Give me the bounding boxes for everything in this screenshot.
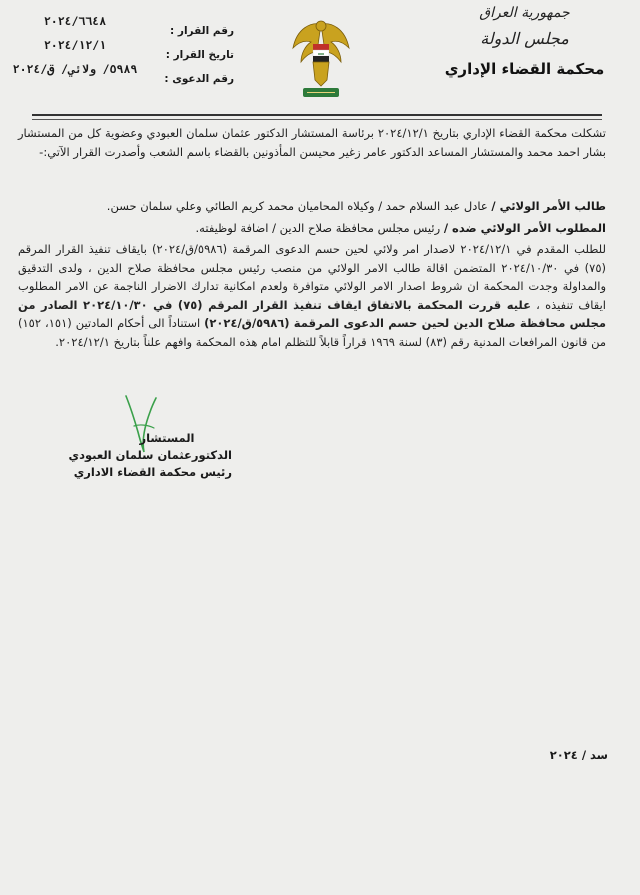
court-formation-paragraph: تشكلت محكمة القضاء الإداري بتاريخ ٢٠٢٤/١٢/١ برئاسة المستشار الدكتور عثمان سلمان العبودي وعضوية كل من المستشار بشار احمد محمد والمستشار المساعد الدكتور عامر زغير محيسن المأذونين بالقضاء باسم الشعب وأصدرت القرار الآتي:- [18,126,606,159]
reference-labels [148,24,234,96]
decision-paragraph [18,240,606,351]
council-name: مجلس الدولة [480,29,569,48]
reference-values [10,14,140,86]
respondent-name: رئيس مجلس محافظة صلاح الدين / اضافة لوظيفته. [195,221,441,235]
petitioner-name: عادل عبد السلام حمد / وكيلاه المحاميان محمد كريم الطائي وعلي سلمان حسن. [106,199,488,213]
decision-number: ٢٠٢٤/٦٦٤٨ [43,14,107,28]
footer-date: سد / ٢٠٢٤ [549,748,608,762]
case-number: ٥٩٨٩/ ولائي/ ق/٢٠٢٤ [12,62,138,76]
decision-text: عليه قررت المحكمة بالاتفاق ايقاف تنفيذ القرار المرقم (٧٥) في ٢٠٢٤/١٠/٣٠ الصادر من مجلس محافظة صلاح الدين لحين حسم الدعوى المرقمة (٥٩٨٦/ق/٢٠٢٤) [18,297,606,330]
signer-position: رئيس محكمة القضاء الاداري [73,465,232,479]
signature-block [62,430,232,481]
petitioner-line [18,196,606,216]
iraq-eagle-emblem-icon [289,14,353,102]
republic-name: جمهورية العراق [479,5,570,21]
header-divider-thin [32,119,602,120]
respondent-label: المطلوب الأمر الولائي ضده / [443,221,606,235]
decision-legal-basis: استناداً الى أحكام المادتين (١٥١، ١٥٢) من قانون المرافعات المدنية رقم (٨٣) لسنة ١٩٦٩ قراراً قابلاً للتظلم امام هذه المحكمة وافهم علناً بتاريخ ٢٠٢٤/١٢/١. [18,316,606,349]
case-number-label: رقم الدعوى : [164,73,234,85]
reasoning-text: للطلب المقدم في ٢٠٢٤/١٢/١ لاصدار امر ولائي لحين حسم الدعوى المرقمة (٥٩٨٦/ق/٢٠٢٤) بايقاف تنفيذ القرار المرقم (٧٥) في ٢٠٢٤/١٠/٣٠ المتضمن اقالة طالب الامر الولائي من منصب رئيس مجلس محافظة صلاح الدين ، ولدى التدقيق والمداولة وجدت المحكمة ان شروط اصدار الامر الولائي متوافرة ولعدم امكانية تدارك الاضرار الناجمة عن الامر المطلوب ايقاف تنفيذه ، [18,242,606,312]
issuer-block [437,4,612,80]
decision-date: ٢٠٢٤/١٢/١ [43,38,107,52]
header-divider [32,114,602,116]
decision-number-label: رقم القرار : [170,25,234,37]
respondent-line [18,218,606,238]
signer-name: الدكتورعثمان سلمان العبودي [68,448,232,462]
petitioner-label: طالب الأمر الولائي / [491,199,606,213]
signer-title: المستشار [139,431,195,445]
decision-date-label: تاريخ القرار : [165,49,234,61]
court-name: محكمة القضاء الإداري [444,60,605,78]
